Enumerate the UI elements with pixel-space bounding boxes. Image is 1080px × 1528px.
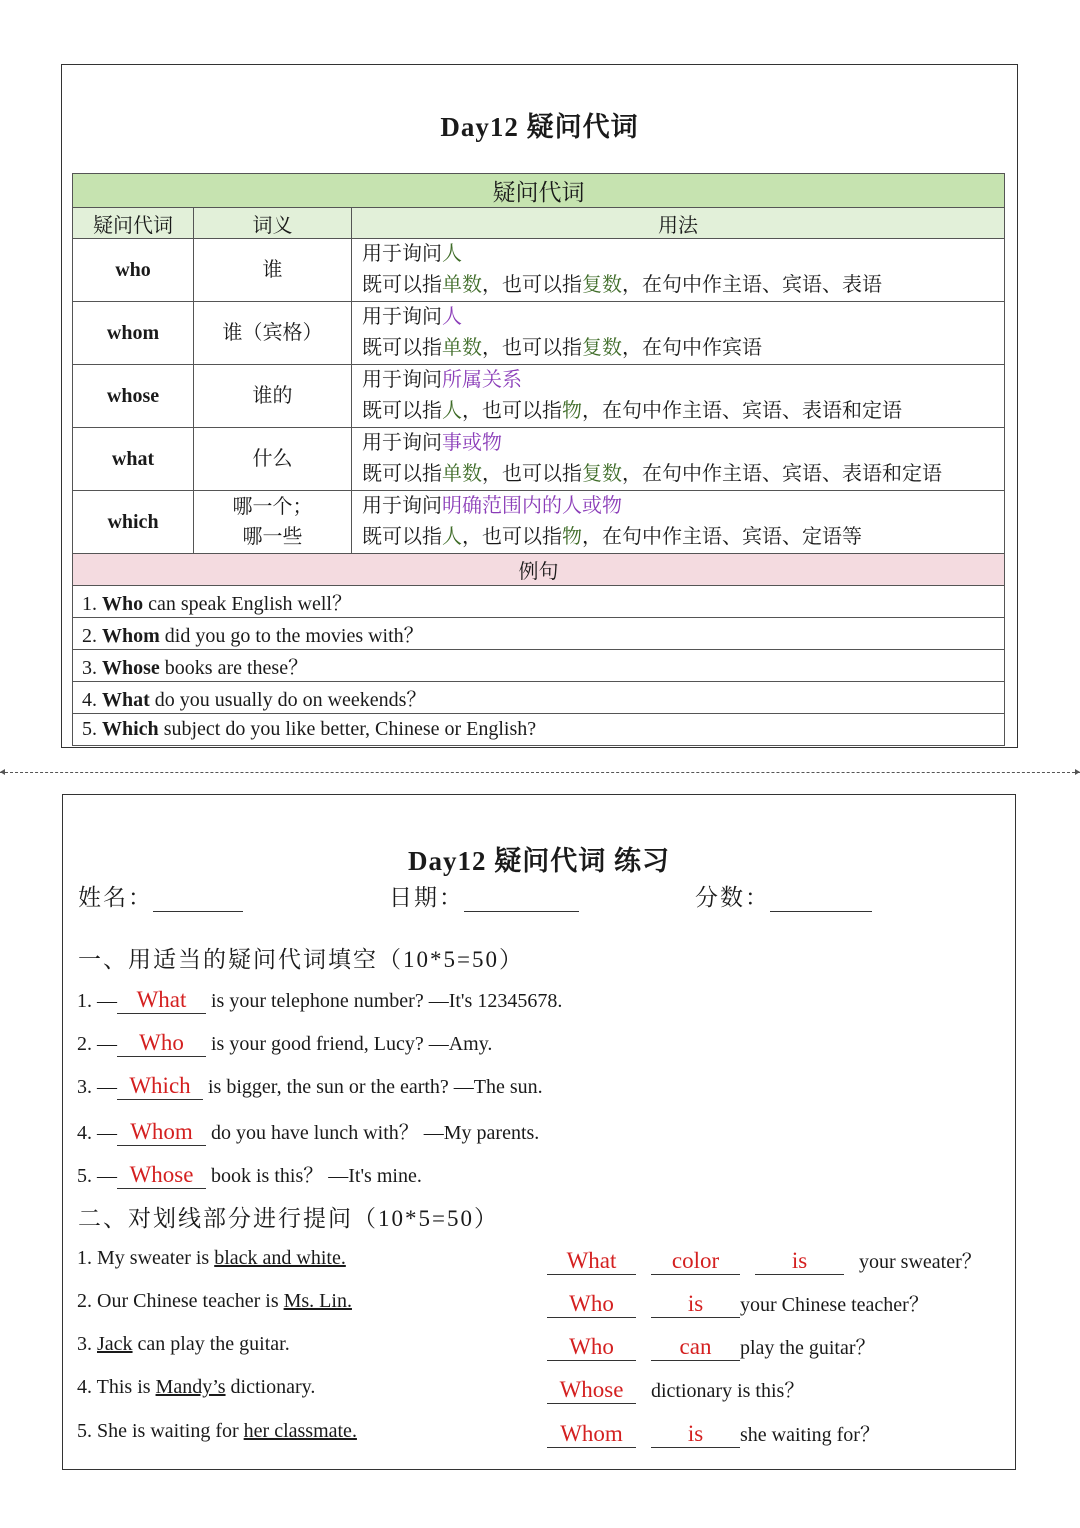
example-num: 3. [82,657,102,679]
question-text: is bigger, the sun or the earth? —The sun. [203,1076,543,1098]
underlined-part: Jack [97,1333,133,1355]
example-num: 2. [82,625,102,647]
usage-highlight: 人 [442,306,462,328]
answer-tail: dictionary is this？ [651,1380,805,1402]
usage-highlight: 人 [442,400,462,422]
pronoun-cell: whose [73,365,194,428]
name-field [78,879,243,912]
usage-text: ，也可以指 [462,400,562,422]
header-pronoun: 疑问代词 [73,208,194,239]
answer-blank[interactable]: Whom [117,1119,206,1146]
answer-blank[interactable]: is [755,1248,844,1275]
answer-blank[interactable]: Whose [117,1162,206,1189]
grammar-card [61,64,1018,748]
meaning-line: 哪一个； [232,496,313,518]
sentence-text: can play the guitar. [132,1333,290,1355]
usage-highlight: 复数 [582,463,622,485]
usage-text: 既可以指 [362,337,442,359]
date-blank[interactable] [464,888,579,912]
question-text: do you have lunch with？ —My parents. [206,1122,540,1144]
example-keyword: Which [102,718,159,740]
section-two-heading: 二、对划线部分进行提问（10*5=50） [78,1206,499,1231]
question-num: 1. — [77,990,117,1012]
usage-text: ，在句中作主语、宾语、表语和定语 [582,400,902,422]
usage-cell [352,365,1005,428]
usage-text: ，也可以指 [482,274,582,296]
example-keyword: What [102,689,150,711]
usage-cell [352,428,1005,491]
rewrite-answer [547,1374,804,1404]
underlined-part: her classmate. [243,1420,357,1442]
table-header-row [73,208,1005,239]
rewrite-answer [547,1418,880,1448]
example-text: did you go to the movies with？ [159,625,424,647]
fill-question [77,1030,492,1057]
usage-text: 既可以指 [362,463,442,485]
answer-blank[interactable]: is [651,1291,740,1318]
examples-header-row [73,554,1005,586]
answer-blank[interactable]: color [651,1248,740,1275]
fill-question [77,1073,543,1100]
usage-highlight: 所属关系 [442,369,522,391]
sentence-text: 3. [77,1333,97,1355]
meaning-cell: 谁（宾格） [194,302,352,365]
usage-highlight: 物 [562,400,582,422]
example-num: 4. [82,689,102,711]
rewrite-question [77,1420,357,1443]
sentence-text: dictionary. [225,1376,316,1398]
example-keyword: Whose [102,657,160,679]
usage-text: 既可以指 [362,274,442,296]
rewrite-question [77,1290,352,1313]
answer-blank[interactable]: Whom [547,1421,636,1448]
example-text: subject do you like better, Chinese or English? [158,718,537,740]
usage-text: 用于询问 [362,432,442,454]
rewrite-question [77,1333,290,1356]
answer-blank[interactable]: Who [117,1030,206,1057]
sentence-text: 2. Our Chinese teacher is [77,1290,284,1312]
example-row [73,586,1005,618]
meaning-cell: 什么 [194,428,352,491]
meaning-cell: 谁的 [194,365,352,428]
score-field [695,879,872,912]
usage-text: 既可以指 [362,526,442,548]
fill-question [77,1159,422,1189]
date-label: 日期： [389,885,464,910]
question-text: is your good friend, Lucy? —Amy. [206,1033,493,1055]
fill-question [77,987,562,1014]
usage-text: 既可以指 [362,400,442,422]
rewrite-answer [547,1331,876,1361]
example-row [73,618,1005,650]
pronoun-cell: whom [73,302,194,365]
card-title: Day12 疑问代词 [440,112,639,142]
usage-cell [352,302,1005,365]
answer-tail: your Chinese teacher？ [740,1294,929,1316]
answer-tail: your sweater？ [859,1251,982,1273]
answer-blank[interactable]: Who [547,1334,636,1361]
score-blank[interactable] [770,888,872,912]
answer-tail: play the guitar？ [740,1337,876,1359]
question-num: 2. — [77,1033,117,1055]
usage-highlight: 复数 [582,274,622,296]
score-label: 分数： [695,885,770,910]
usage-text: ，在句中作主语、宾语、定语等 [582,526,862,548]
usage-text: 用于询问 [362,495,442,517]
examples-title: 例句 [73,554,1005,586]
table-title: 疑问代词 [73,174,1005,208]
underlined-part: black and white. [214,1247,346,1269]
question-num: 4. — [77,1122,117,1144]
example-num: 5. [82,718,102,740]
example-text: can speak English well？ [143,593,352,615]
table-row [73,428,1005,491]
usage-cell [352,491,1005,554]
example-keyword: Who [102,593,144,615]
table-row [73,302,1005,365]
question-num: 3. — [77,1076,117,1098]
rewrite-question [77,1247,346,1270]
usage-text: 用于询问 [362,369,442,391]
usage-highlight: 人 [442,526,462,548]
header-usage: 用法 [352,208,1005,239]
example-row [73,650,1005,682]
question-text: book is this？ —It's mine. [206,1165,422,1187]
section-one-heading: 一、用适当的疑问代词填空（10*5=50） [78,947,524,972]
sentence-text: 5. She is waiting for [77,1420,244,1442]
usage-highlight: 事或物 [442,432,502,454]
table-title-row [73,174,1005,208]
rewrite-question [77,1376,315,1399]
underlined-part: Mandy’s [155,1376,226,1398]
rewrite-answer [547,1288,929,1318]
meaning-cell [194,491,352,554]
sentence-text: 1. My sweater is [77,1247,215,1269]
table-row [73,491,1005,554]
question-text: is your telephone number? —It's 12345678. [206,990,563,1012]
usage-text: ，也可以指 [482,463,582,485]
sentence-text: 4. This is [77,1376,156,1398]
answer-blank[interactable]: Whose [547,1377,636,1404]
usage-text: ，在句中作宾语 [622,337,762,359]
usage-cell [352,239,1005,302]
name-blank[interactable] [153,888,243,912]
underlined-part: Ms. Lin. [283,1290,352,1312]
answer-blank[interactable]: can [651,1334,740,1361]
answer-blank[interactable]: is [651,1421,740,1448]
usage-text: ，在句中作主语、宾语、表语和定语 [622,463,942,485]
usage-text: ，也可以指 [482,337,582,359]
rewrite-answer [547,1245,982,1275]
usage-highlight: 物 [562,526,582,548]
question-num: 5. — [77,1165,117,1187]
worksheet-title: Day12 疑问代词 练习 [408,846,670,876]
usage-text: 用于询问 [362,243,442,265]
usage-text: 用于询问 [362,306,442,328]
meaning-cell: 谁 [194,239,352,302]
answer-blank[interactable]: What [117,987,206,1014]
usage-highlight: 复数 [582,337,622,359]
answer-blank[interactable]: Who [547,1291,636,1318]
cut-line-divider [0,772,1080,773]
answer-blank[interactable]: Which [117,1073,203,1100]
name-label: 姓名： [78,885,153,910]
example-row [73,682,1005,714]
fill-question [77,1116,539,1146]
usage-highlight: 人 [442,243,462,265]
date-field [389,879,579,912]
usage-highlight: 单数 [442,337,482,359]
usage-text: ，在句中作主语、宾语、表语 [622,274,882,296]
example-row [73,714,1005,746]
example-text: books are these？ [159,657,309,679]
usage-highlight: 明确范围内的人或物 [442,495,622,517]
pronoun-cell: what [73,428,194,491]
pronoun-cell: which [73,491,194,554]
meaning-line: 哪一些 [242,526,303,548]
example-text: do you usually do on weekends？ [149,689,427,711]
pronoun-cell: who [73,239,194,302]
example-keyword: Whom [102,625,160,647]
header-meaning: 词义 [194,208,352,239]
usage-highlight: 单数 [442,274,482,296]
usage-highlight: 单数 [442,463,482,485]
table-row [73,239,1005,302]
answer-tail: she waiting for？ [740,1424,880,1446]
usage-text: ，也可以指 [462,526,562,548]
grammar-table [72,173,1005,746]
answer-blank[interactable]: What [547,1248,636,1275]
table-row [73,365,1005,428]
worksheet-card [62,794,1016,1470]
example-num: 1. [82,593,102,615]
